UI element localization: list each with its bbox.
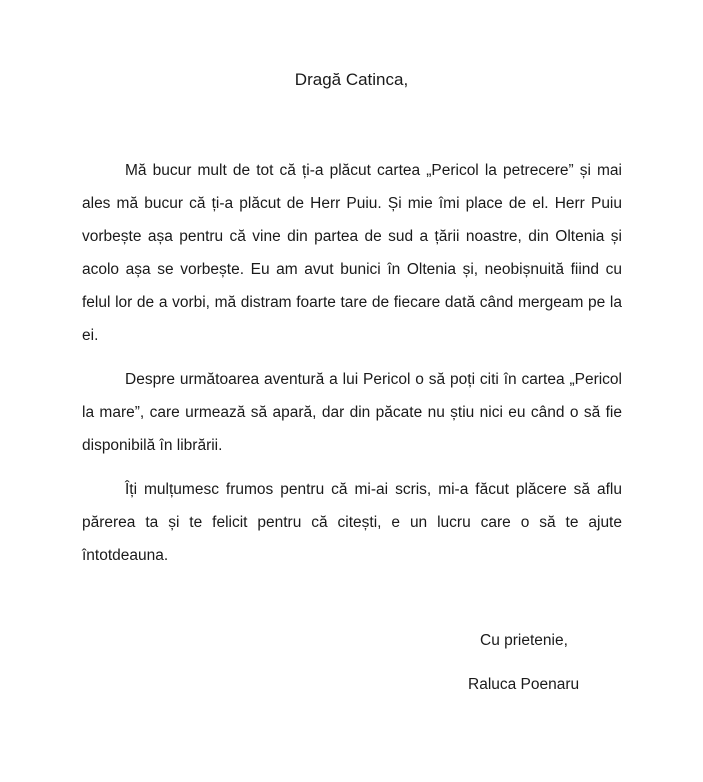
letter-paragraph-1: Mă bucur mult de tot că ți-a plăcut cartea „Pericol la petrecere” și mai ales mă bucur că ți-a plăcut de Herr Puiu. Și mie îmi place de el. Herr Puiu vorbește așa pentru că vine din partea de sud a țării noastre, din Oltenia și acolo așa se vorbește. Eu am avut bunici în Oltenia și, neobișnuită fiind cu felul lor de a vorbi, mă distram foarte tare de fiecare dată când mergeam pe la ei.	[82, 162, 622, 344]
letter-body	[82, 154, 622, 583]
letter-closing: Cu prietenie,	[480, 632, 568, 649]
letter-signature: Raluca Poenaru	[468, 676, 580, 693]
letter-paragraph-3: Îți mulțumesc frumos pentru că mi-ai scris, mi-a făcut plăcere să aflu părerea ta și te felicit pentru că citești, e un lucru care o să te ajute întotdeauna.	[82, 481, 622, 564]
letter-greeting: Dragă Catinca,	[294, 70, 409, 89]
letter-paragraph-2: Despre următoarea aventură a lui Pericol o să poți citi în cartea „Pericol la mare”, care urmează să apară, dar din păcate nu știu nici eu când o să fie disponibilă în librării.	[82, 371, 622, 454]
